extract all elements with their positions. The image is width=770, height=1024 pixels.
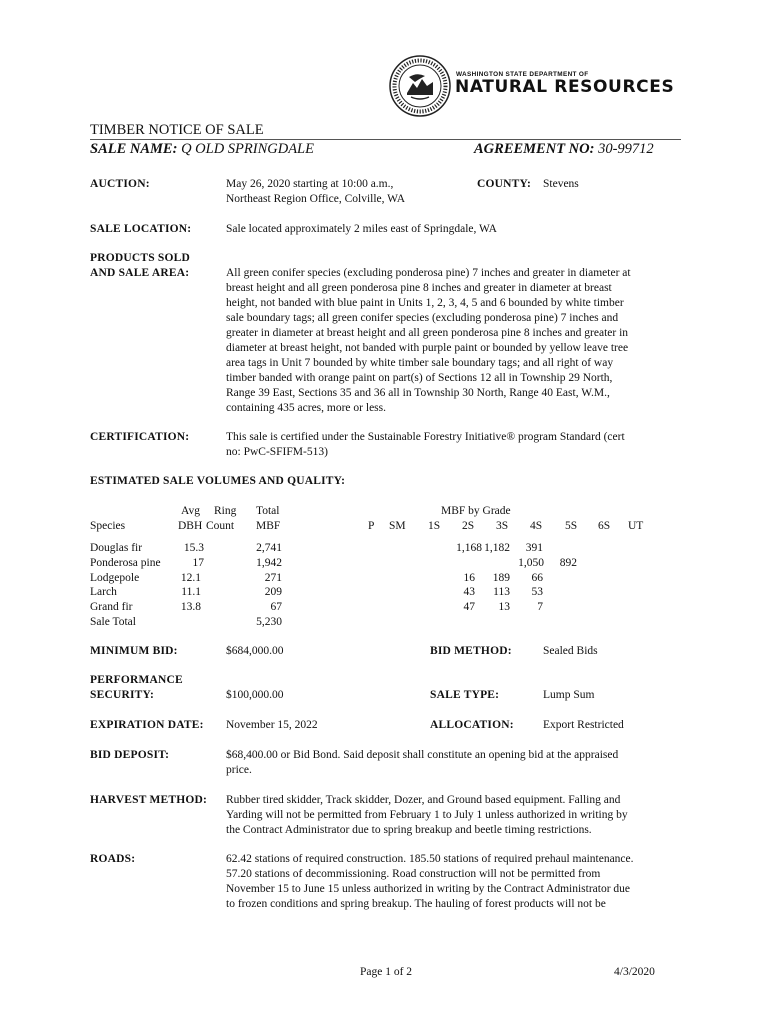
performance-label-2: SECURITY:	[90, 689, 155, 701]
row-dbh: 15.3	[183, 542, 204, 554]
col-head-total: Total	[256, 505, 280, 517]
row-4s: 53	[531, 586, 543, 598]
expiration-label: EXPIRATION DATE:	[90, 719, 204, 731]
certification-label: CERTIFICATION:	[90, 431, 190, 443]
row-total: 2,741	[256, 542, 282, 554]
harvest-line-1: Rubber tired skidder, Track skidder, Dozer, and Ground based equipment. Falling and	[226, 794, 621, 806]
col-head-ring: Ring	[214, 505, 237, 517]
roads-label: ROADS:	[90, 853, 136, 865]
grade-head-3s: 3S	[496, 520, 509, 532]
products-line: Range 39 East, Sections 35 and 36 all in Township 30 North, Range 40 East, W.M.,	[226, 387, 610, 399]
header-rule	[90, 139, 681, 140]
row-2s: 1,182	[484, 542, 510, 554]
county-label: COUNTY:	[477, 178, 532, 190]
products-label-2: AND SALE AREA:	[90, 267, 190, 279]
harvest-line-2: Yarding will not be permitted from February 1 to July 1 unless authorized in writing by	[226, 809, 628, 821]
roads-line-2: 57.20 stations of decommissioning. Road construction will not be permitted from	[226, 868, 601, 880]
sale-location-value: Sale located approximately 2 miles east of Springdale, WA	[226, 223, 497, 235]
logo-department-line: WASHINGTON STATE DEPARTMENT OF	[456, 71, 589, 78]
bid-method-value: Sealed Bids	[543, 645, 598, 657]
performance-value: $100,000.00	[226, 689, 284, 701]
row-species: Lodgepole	[90, 572, 140, 584]
auction-line-1: May 26, 2020 starting at 10:00 a.m.,	[226, 178, 394, 190]
volumes-heading: ESTIMATED SALE VOLUMES AND QUALITY:	[90, 475, 346, 487]
sale-total-value: 5,230	[256, 616, 282, 628]
sale-name-label: SALE NAME:	[90, 141, 178, 157]
agreement-line	[474, 140, 654, 158]
row-4s: 1,050	[518, 557, 544, 569]
col-head-dbh: DBH	[178, 520, 203, 532]
row-species: Grand fir	[90, 601, 133, 613]
products-line: sale boundary tags; all green conifer species (excluding ponderosa pine) 7 inches and	[226, 312, 619, 324]
sale-type-value: Lump Sum	[543, 689, 595, 701]
row-4s: 66	[531, 572, 543, 584]
expiration-value: November 15, 2022	[226, 719, 318, 731]
sale-name-value: Q OLD SPRINGDALE	[181, 141, 314, 157]
row-dbh: 13.8	[180, 601, 201, 613]
row-total: 209	[264, 586, 282, 598]
bid-deposit-label: BID DEPOSIT:	[90, 749, 170, 761]
auction-label: AUCTION:	[90, 178, 150, 190]
bid-method-label: BID METHOD:	[430, 645, 512, 657]
row-2s: 16	[463, 572, 475, 584]
row-2s: 47	[463, 601, 475, 613]
col-head-mbf: MBF	[256, 520, 281, 532]
roads-line-4: to frozen conditions and spring breakup. The hauling of forest products will not be	[226, 898, 606, 910]
products-line: area tags in Unit 7 bounded by white timber sale boundary tags; and all right of way	[226, 357, 614, 369]
products-label-1: PRODUCTS SOLD	[90, 252, 191, 264]
allocation-value: Export Restricted	[543, 719, 624, 731]
row-dbh: 17	[192, 557, 204, 569]
row-1s: 1,168	[456, 542, 482, 554]
col-head-avg: Avg	[181, 505, 200, 517]
row-species: Douglas fir	[90, 542, 143, 554]
agreement-value: 30-99712	[598, 141, 654, 157]
roads-line-1: 62.42 stations of required construction. 185.50 stations of required prehaul maintenance.	[226, 853, 634, 865]
products-line: diameter at breast height, not banded with purple paint or bounded by yellow leave tree	[226, 342, 629, 354]
sale-total-label: Sale Total	[90, 616, 136, 628]
row-total: 67	[270, 601, 282, 613]
logo-agency-name: NATURAL RESOURCES	[455, 77, 675, 97]
row-dbh: 11.1	[181, 586, 201, 598]
grade-head-2s: 2S	[462, 520, 475, 532]
products-line: breast height and all green ponderosa pine 8 inches and greater in diameter at breast	[226, 282, 612, 294]
grade-head-1s: 1S	[428, 520, 441, 532]
auction-line-2: Northeast Region Office, Colville, WA	[226, 193, 406, 205]
grade-head-ut: UT	[628, 520, 644, 532]
products-line: timber banded with orange paint on part(s) of Sections 12 all in Township 29 North,	[226, 372, 613, 384]
certification-line-1: This sale is certified under the Sustainable Forestry Initiative® program Standard (cert	[226, 431, 625, 443]
page-number: Page 1 of 2	[360, 966, 413, 978]
products-line: greater in diameter at breast height and all green ponderosa pine 8 inches and greater in	[226, 327, 629, 339]
row-dbh: 12.1	[180, 572, 201, 584]
col-head-count: Count	[206, 520, 235, 532]
min-bid-label: MINIMUM BID:	[90, 645, 178, 657]
dnr-seal-logo	[389, 55, 451, 117]
products-line: All green conifer species (excluding ponderosa pine) 7 inches and greater in diameter at	[226, 267, 631, 279]
sale-location-label: SALE LOCATION:	[90, 223, 192, 235]
harvest-method-label: HARVEST METHOD:	[90, 794, 208, 806]
harvest-line-3: the Contract Administrator due to spring breakup and beetle timing restrictions.	[226, 824, 592, 836]
sale-name-line	[90, 140, 314, 158]
bid-deposit-line-1: $68,400.00 or Bid Bond. Said deposit shall constitute an opening bid at the appraised	[226, 749, 619, 761]
allocation-label: ALLOCATION:	[430, 719, 514, 731]
products-line: containing 435 acres, more or less.	[226, 402, 386, 414]
row-total: 271	[264, 572, 282, 584]
col-head-species: Species	[90, 520, 126, 532]
roads-line-3: November 15 to June 15 unless authorized in writing by the Contract Administrator due	[226, 883, 631, 895]
grade-head-4s: 4S	[530, 520, 543, 532]
products-line: height, not banded with blue paint in Units 1, 2, 3, 4, 5 and 6 bounded by white timber	[226, 297, 624, 309]
row-2s: 43	[463, 586, 475, 598]
col-head-mbf-grade: MBF by Grade	[441, 505, 511, 517]
certification-line-2: no: PwC-SFIFM-513)	[226, 446, 328, 458]
document-title: TIMBER NOTICE OF SALE	[90, 122, 264, 138]
products-description	[226, 266, 631, 416]
grade-head-5s: 5S	[565, 520, 578, 532]
bid-deposit-line-2: price.	[226, 764, 252, 776]
row-3s: 391	[525, 542, 543, 554]
row-species: Ponderosa pine	[90, 557, 161, 569]
row-5s: 892	[559, 557, 577, 569]
performance-label-1: PERFORMANCE	[90, 674, 183, 686]
footer-date: 4/3/2020	[614, 966, 655, 978]
grade-head-sm: SM	[389, 520, 406, 532]
row-species: Larch	[90, 586, 117, 598]
grade-head-6s: 6S	[598, 520, 611, 532]
row-3s: 13	[498, 601, 510, 613]
sale-type-label: SALE TYPE:	[430, 689, 500, 701]
grade-head-p: P	[368, 520, 375, 532]
row-4s: 7	[537, 601, 543, 613]
row-total: 1,942	[256, 557, 282, 569]
agreement-label: AGREEMENT NO:	[474, 141, 595, 157]
min-bid-value: $684,000.00	[226, 645, 284, 657]
county-value: Stevens	[543, 178, 579, 190]
row-3s: 189	[492, 572, 510, 584]
row-3s: 113	[493, 586, 510, 598]
